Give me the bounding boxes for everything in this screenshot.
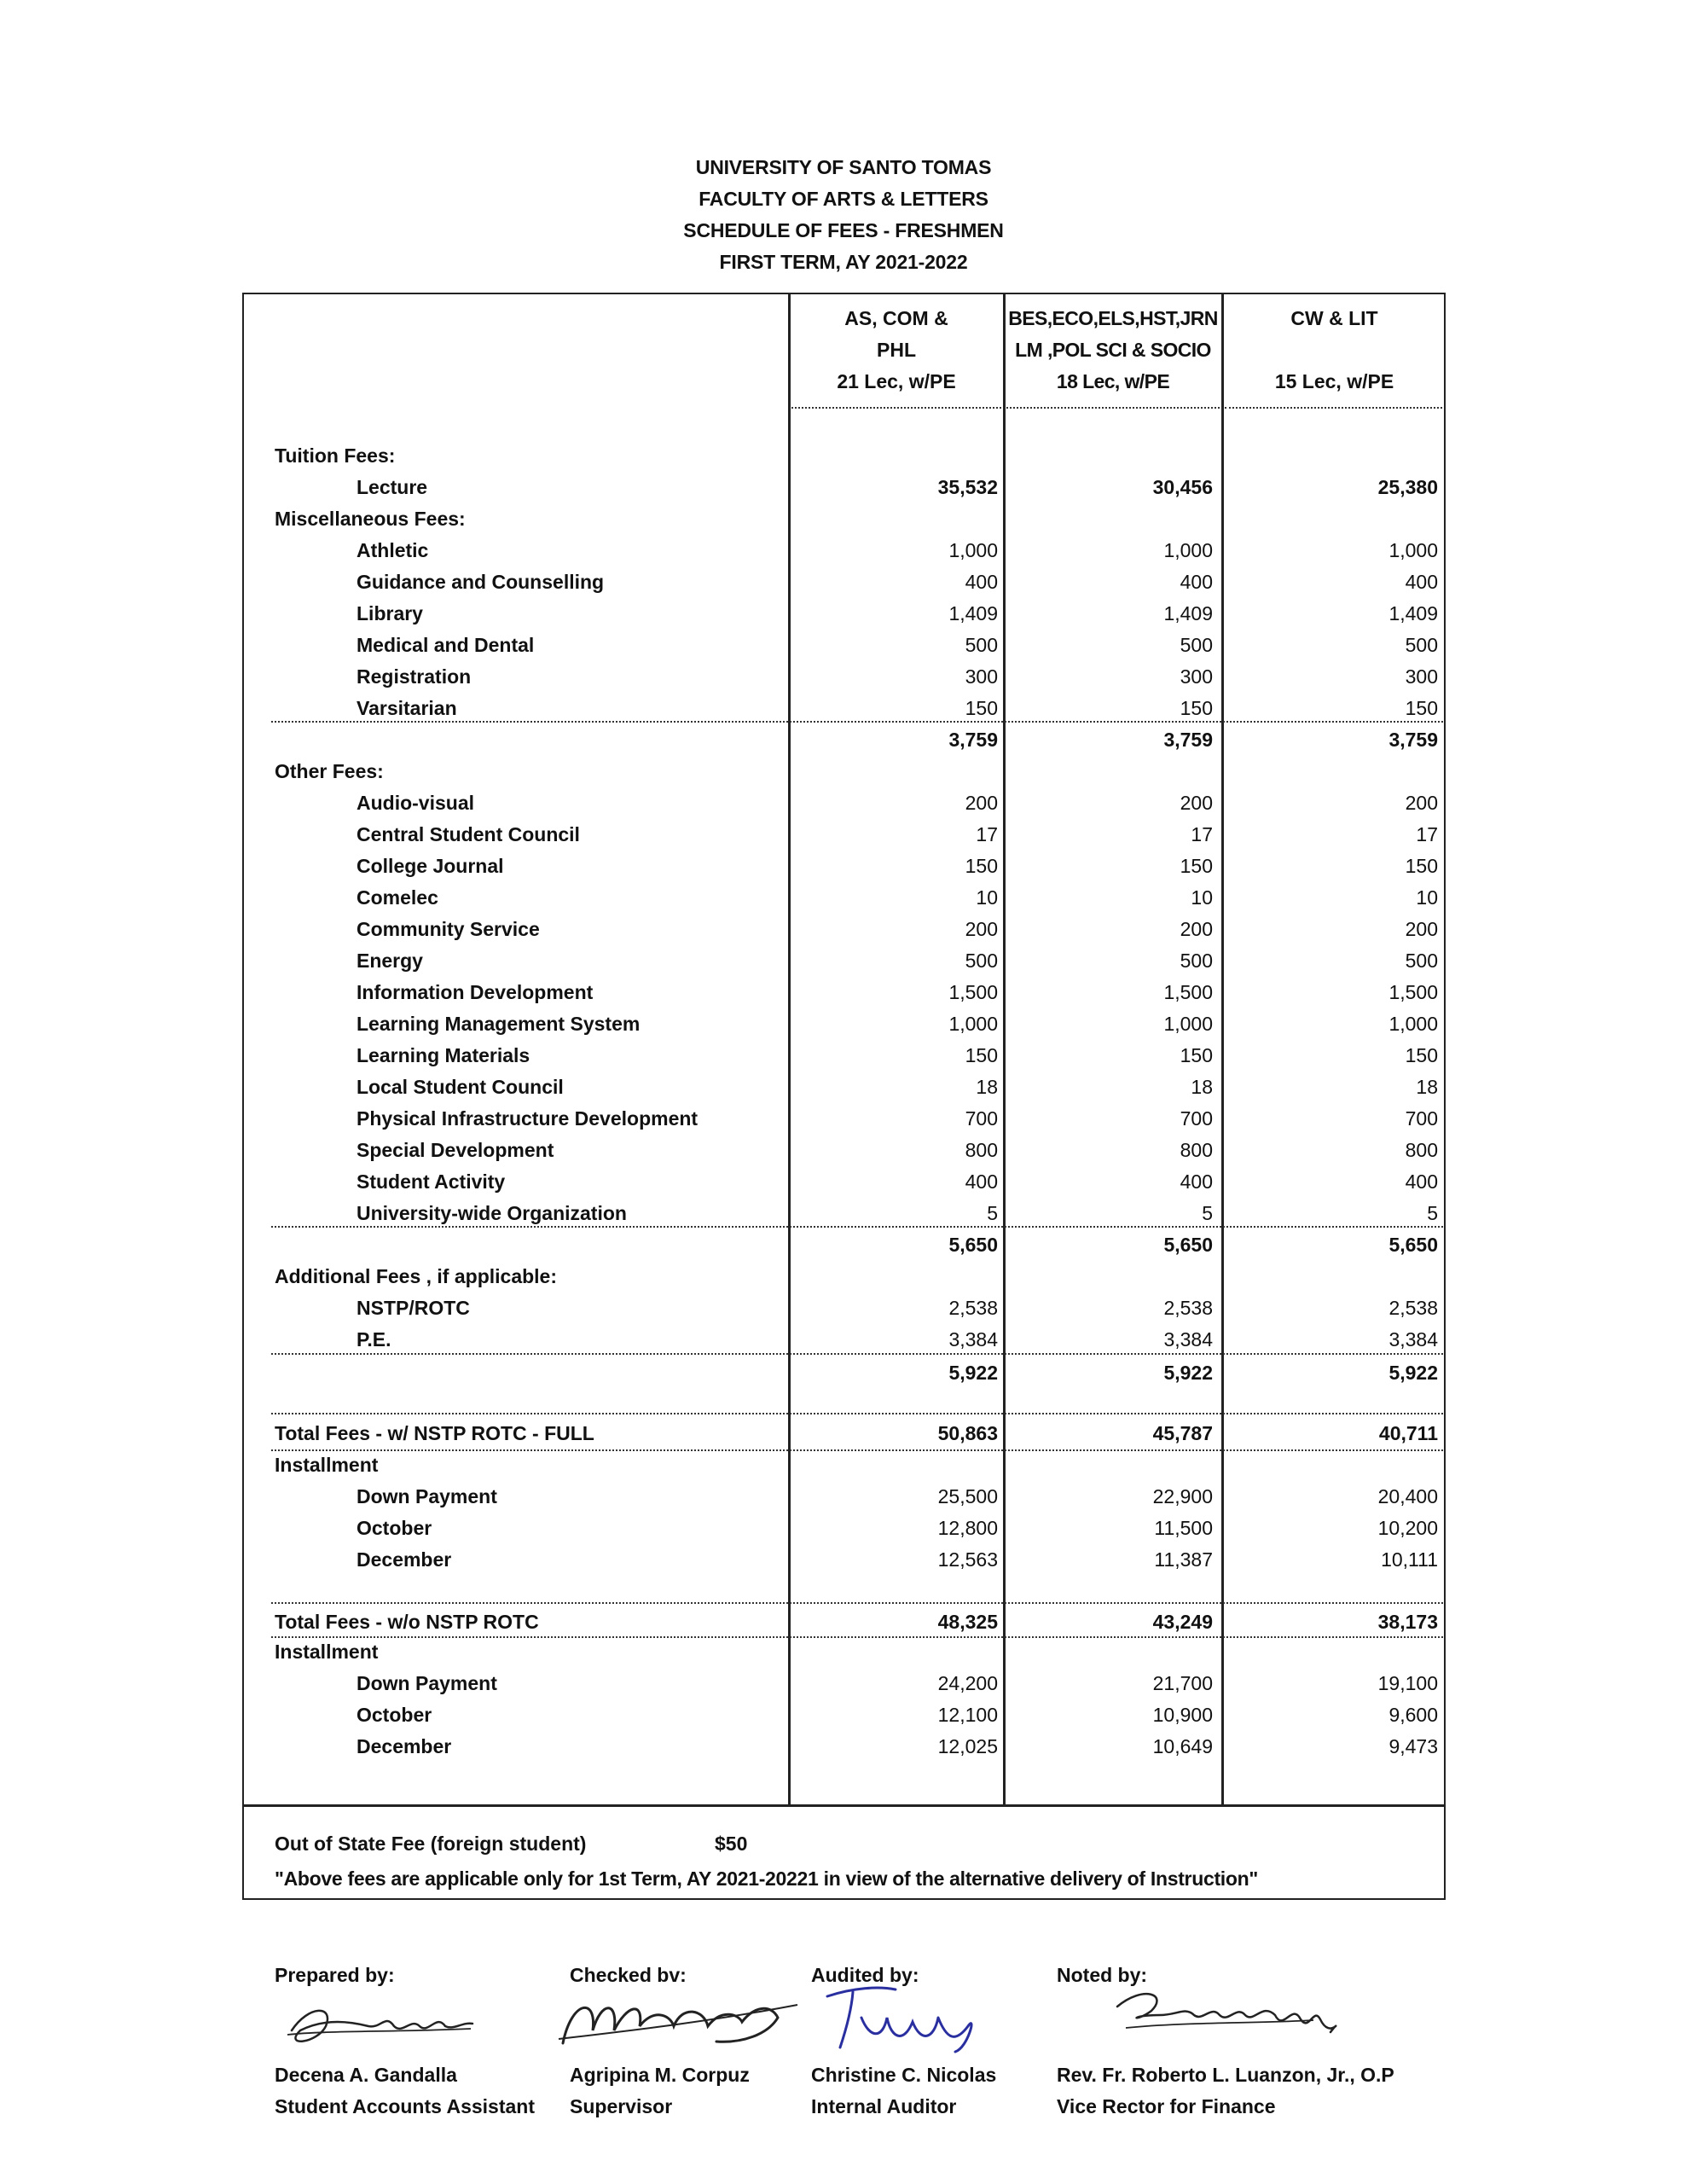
table-row: Registration 300 300 300 xyxy=(357,665,1438,688)
signatory-title: Student Accounts Assistant xyxy=(275,2095,535,2117)
out-of-state-fee-label: Out of State Fee (foreign student) xyxy=(275,1833,587,1855)
signatory-name: Rev. Fr. Roberto L. Luanzon, Jr., O.P xyxy=(1057,2064,1394,2086)
checked-by-heading: Checked bv: xyxy=(570,1964,687,1986)
total-with-nstp-row: Total Fees - w/ NSTP ROTC - FULL 50,863 45,787 40,711 xyxy=(275,1422,1438,1444)
section-miscellaneous-fees: Miscellaneous Fees: xyxy=(275,508,466,530)
section-additional-fees: Additional Fees , if applicable: xyxy=(275,1265,557,1287)
misc-subtotal-row: 3,759 3,759 3,759 xyxy=(948,729,1438,751)
signature-corpuz xyxy=(554,1984,802,2056)
subtotal-rule xyxy=(271,721,1443,723)
subtotal-rule xyxy=(271,1226,1443,1228)
table-row: Library 1,409 1,409 1,409 xyxy=(357,602,1438,624)
table-row: October 12,800 11,500 10,200 xyxy=(357,1517,1438,1539)
table-row: Energy 500 500 500 xyxy=(357,950,1438,972)
total-rule-top xyxy=(271,1602,1443,1604)
header-underline-2 xyxy=(1006,407,1220,409)
total-rule-top xyxy=(271,1413,1443,1414)
university-name: UNIVERSITY OF SANTO TOMAS xyxy=(695,156,992,178)
table-row: University-wide Organization 5 5 5 xyxy=(357,1202,1438,1224)
table-row: Athletic 1,000 1,000 1,000 xyxy=(357,539,1438,561)
column-header-1: AS, COM & PHL 21 Lec, w/PE xyxy=(837,307,956,392)
table-row: Local Student Council 18 18 18 xyxy=(357,1076,1438,1098)
faculty-name: FACULTY OF ARTS & LETTERS xyxy=(699,188,988,210)
table-footer-divider xyxy=(242,1804,1446,1807)
header-underline-3 xyxy=(1225,407,1442,409)
applicability-note: "Above fees are applicable only for 1st Term, AY 2021-20221 in view of the alternative delivery of Instruction" xyxy=(275,1867,1258,1890)
signature-gandalla xyxy=(275,1996,479,2056)
table-row: Varsitarian 150 150 150 xyxy=(357,697,1438,719)
table-row: October 12,100 10,900 9,600 xyxy=(357,1704,1438,1726)
table-row: December 12,563 11,387 10,111 xyxy=(357,1548,1438,1571)
table-row: Guidance and Counselling 400 400 400 xyxy=(357,571,1438,593)
signatory-name: Christine C. Nicolas xyxy=(811,2064,997,2086)
installment-heading: Installment xyxy=(275,1641,379,1663)
signatory-title: Internal Auditor xyxy=(811,2095,957,2117)
audited-by-heading: Audited by: xyxy=(811,1964,919,1986)
table-row: Medical and Dental 500 500 500 xyxy=(357,634,1438,656)
table-row: Learning Management System 1,000 1,000 1,000 xyxy=(357,1013,1438,1035)
table-row: Community Service 200 200 200 xyxy=(357,918,1438,940)
other-subtotal-row: 5,650 5,650 5,650 xyxy=(948,1234,1438,1256)
table-row: College Journal 150 150 150 xyxy=(357,855,1438,877)
signature-luanzon xyxy=(1100,1981,1356,2049)
additional-subtotal-row: 5,922 5,922 5,922 xyxy=(948,1362,1438,1384)
total-without-nstp-row: Total Fees - w/o NSTP ROTC 48,325 43,249 38,173 xyxy=(275,1611,1438,1633)
schedule-title: SCHEDULE OF FEES - FRESHMEN xyxy=(683,219,1004,241)
signatory-name: Agripina M. Corpuz xyxy=(570,2064,750,2086)
column-header-3: CW & LIT 15 Lec, w/PE xyxy=(1274,307,1394,392)
section-tuition-fees: Tuition Fees: xyxy=(275,444,396,467)
term-title: FIRST TERM, AY 2021-2022 xyxy=(719,251,968,273)
table-row: Central Student Council 17 17 17 xyxy=(357,823,1438,845)
signature-nicolas xyxy=(819,1979,989,2060)
signatory-title: Vice Rector for Finance xyxy=(1057,2095,1276,2117)
table-row: December 12,025 10,649 9,473 xyxy=(357,1735,1438,1757)
table-row: Information Development 1,500 1,500 1,500 xyxy=(357,981,1438,1003)
table-row: Audio-visual 200 200 200 xyxy=(357,792,1438,814)
table-row: NSTP/ROTC 2,538 2,538 2,538 xyxy=(357,1297,1438,1319)
document-header xyxy=(0,152,1687,278)
header-underline-1 xyxy=(791,407,1001,409)
table-row: Comelec 10 10 10 xyxy=(357,886,1438,909)
table-row: Physical Infrastructure Development 700 700 700 xyxy=(357,1107,1438,1130)
prepared-by-heading: Prepared by: xyxy=(275,1964,395,1986)
column-header-2: BES,ECO,ELS,HST,JRN LM ,POL SCI & SOCIO 18 Lec, w/PE xyxy=(1008,307,1218,392)
subtotal-rule xyxy=(271,1353,1443,1355)
signatory-name: Decena A. Gandalla xyxy=(275,2064,457,2086)
noted-by-heading: Noted by: xyxy=(1057,1964,1148,1986)
signatory-title: Supervisor xyxy=(570,2095,673,2117)
table-row: Down Payment 25,500 22,900 20,400 xyxy=(357,1485,1438,1507)
table-row: Student Activity 400 400 400 xyxy=(357,1170,1438,1193)
table-row: Learning Materials 150 150 150 xyxy=(357,1044,1438,1066)
out-of-state-fee-value: $50 xyxy=(715,1833,748,1855)
table-row: P.E. 3,384 3,384 3,384 xyxy=(357,1328,1438,1350)
installment-heading: Installment xyxy=(275,1454,379,1476)
table-row: Lecture 35,532 30,456 25,380 xyxy=(357,476,1438,498)
table-row: Down Payment 24,200 21,700 19,100 xyxy=(357,1672,1438,1694)
section-other-fees: Other Fees: xyxy=(275,760,384,782)
table-row: Special Development 800 800 800 xyxy=(357,1139,1438,1161)
